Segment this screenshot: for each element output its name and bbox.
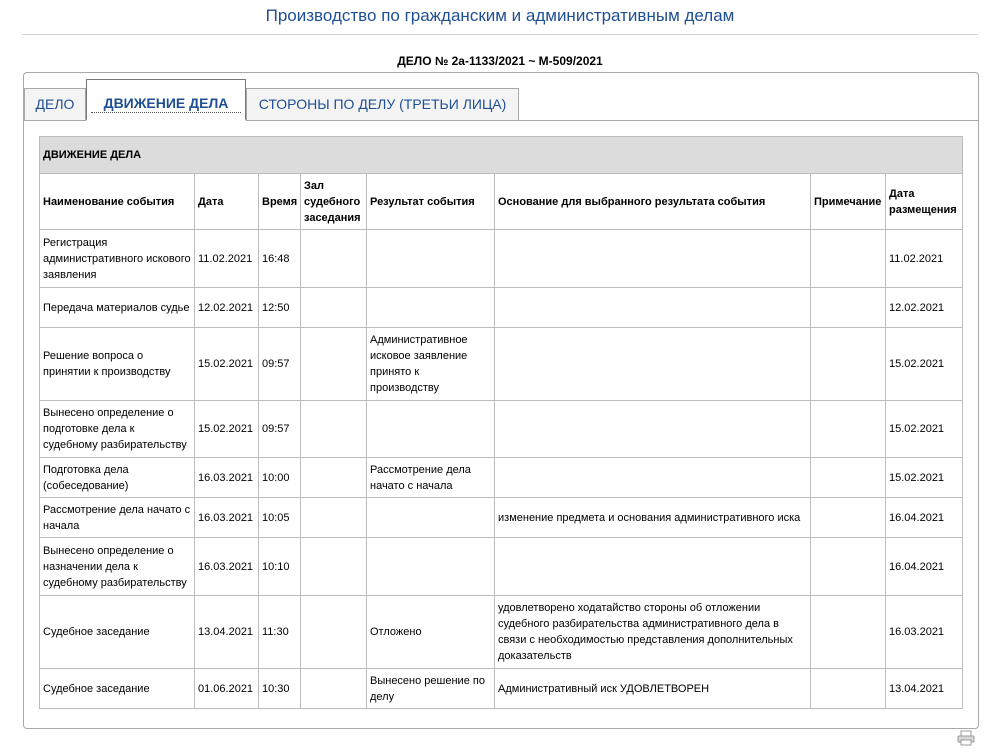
cell-note [811, 596, 886, 669]
table-caption: ДВИЖЕНИЕ ДЕЛА [40, 137, 963, 174]
case-movement-table-wrap [39, 136, 962, 709]
cell-courtroom [301, 458, 367, 498]
col-header-event-name: Наименование события [40, 174, 195, 230]
cell-result: Рассмотрение дела начато с начала [367, 458, 495, 498]
table-row [40, 669, 963, 709]
cell-posted-date: 15.02.2021 [886, 458, 963, 498]
cell-note [811, 288, 886, 328]
table-row [40, 458, 963, 498]
cell-result [367, 230, 495, 288]
table-row [40, 328, 963, 401]
cell-date: 13.04.2021 [195, 596, 259, 669]
cell-courtroom [301, 596, 367, 669]
table-row [40, 498, 963, 538]
table-row [40, 596, 963, 669]
cell-basis [495, 401, 811, 458]
col-header-posted-date: Дата размещения [886, 174, 963, 230]
cell-note [811, 328, 886, 401]
cell-event-name: Подготовка дела (собеседование) [40, 458, 195, 498]
cell-posted-date: 16.04.2021 [886, 498, 963, 538]
cell-event-name: Решение вопроса о принятии к производству [40, 328, 195, 401]
tab-case-movement[interactable] [86, 79, 246, 121]
table-row [40, 288, 963, 328]
cell-basis: изменение предмета и основания административного иска [495, 498, 811, 538]
cell-result [367, 498, 495, 538]
cell-posted-date: 13.04.2021 [886, 669, 963, 709]
cell-result: Вынесено решение по делу [367, 669, 495, 709]
cell-date: 15.02.2021 [195, 401, 259, 458]
cell-date: 15.02.2021 [195, 328, 259, 401]
cell-basis [495, 288, 811, 328]
cell-event-name: Рассмотрение дела начато с начала [40, 498, 195, 538]
cell-date: 16.03.2021 [195, 498, 259, 538]
cell-basis: Административный иск УДОВЛЕТВОРЕН [495, 669, 811, 709]
table-row [40, 401, 963, 458]
cell-courtroom [301, 669, 367, 709]
cell-basis: удовлетворено ходатайство стороны об отложении судебного разбирательства административного дела в связи с необходимостью представления дополнительных доказательств [495, 596, 811, 669]
cell-date: 16.03.2021 [195, 538, 259, 596]
cell-date: 16.03.2021 [195, 458, 259, 498]
cell-note [811, 538, 886, 596]
cell-result [367, 288, 495, 328]
cell-date: 01.06.2021 [195, 669, 259, 709]
cell-time: 09:57 [259, 328, 301, 401]
case-movement-table [39, 136, 963, 709]
cell-event-name: Судебное заседание [40, 596, 195, 669]
cell-event-name: Вынесено определение о назначении дела к судебному разбирательству [40, 538, 195, 596]
col-header-date: Дата [195, 174, 259, 230]
cell-time: 10:00 [259, 458, 301, 498]
cell-time: 10:10 [259, 538, 301, 596]
cell-courtroom [301, 328, 367, 401]
cell-courtroom [301, 401, 367, 458]
col-header-result: Результат события [367, 174, 495, 230]
cell-courtroom [301, 230, 367, 288]
cell-posted-date: 16.04.2021 [886, 538, 963, 596]
cell-note [811, 669, 886, 709]
page-title: Производство по гражданским и административным делам [265, 6, 735, 25]
cell-basis [495, 328, 811, 401]
cell-time: 09:57 [259, 401, 301, 458]
case-panel [23, 72, 979, 729]
cell-event-name: Регистрация административного искового заявления [40, 230, 195, 288]
cell-basis [495, 458, 811, 498]
cell-date: 12.02.2021 [195, 288, 259, 328]
cell-note [811, 230, 886, 288]
table-row [40, 538, 963, 596]
case-number: ДЕЛО № 2а-1133/2021 ~ М-509/2021 [397, 54, 603, 68]
cell-event-name: Судебное заседание [40, 669, 195, 709]
cell-time: 11:30 [259, 596, 301, 669]
tab-focus-outline [91, 112, 241, 113]
cell-posted-date: 15.02.2021 [886, 328, 963, 401]
cell-note [811, 401, 886, 458]
cell-courtroom [301, 288, 367, 328]
tab-case-movement-label: ДВИЖЕНИЕ ДЕЛА [103, 95, 229, 111]
cell-event-name: Передача материалов судье [40, 288, 195, 328]
cell-event-name: Вынесено определение о подготовке дела к судебному разбирательству [40, 401, 195, 458]
table-header-row [40, 174, 963, 230]
cell-posted-date: 15.02.2021 [886, 401, 963, 458]
col-header-courtroom: Зал судебного заседания [301, 174, 367, 230]
cell-time: 12:50 [259, 288, 301, 328]
cell-posted-date: 12.02.2021 [886, 288, 963, 328]
tab-case[interactable]: ДЕЛО [24, 88, 86, 120]
col-header-basis: Основание для выбранного результата события [495, 174, 811, 230]
cell-result [367, 401, 495, 458]
cell-note [811, 458, 886, 498]
cell-time: 10:30 [259, 669, 301, 709]
tab-bar [24, 84, 978, 121]
cell-basis [495, 230, 811, 288]
cell-basis [495, 538, 811, 596]
cell-time: 16:48 [259, 230, 301, 288]
table-caption-row [40, 137, 963, 174]
col-header-note: Примечание [811, 174, 886, 230]
print-icon[interactable] [957, 730, 975, 746]
cell-posted-date: 16.03.2021 [886, 596, 963, 669]
col-header-time: Время [259, 174, 301, 230]
table-row [40, 230, 963, 288]
cell-courtroom [301, 538, 367, 596]
cell-result: Отложено [367, 596, 495, 669]
cell-courtroom [301, 498, 367, 538]
cell-time: 10:05 [259, 498, 301, 538]
tab-parties[interactable]: СТОРОНЫ ПО ДЕЛУ (ТРЕТЬИ ЛИЦА) [246, 88, 519, 120]
title-divider [22, 34, 978, 35]
cell-date: 11.02.2021 [195, 230, 259, 288]
cell-posted-date: 11.02.2021 [886, 230, 963, 288]
cell-result: Административное исковое заявление принято к производству [367, 328, 495, 401]
cell-result [367, 538, 495, 596]
cell-note [811, 498, 886, 538]
